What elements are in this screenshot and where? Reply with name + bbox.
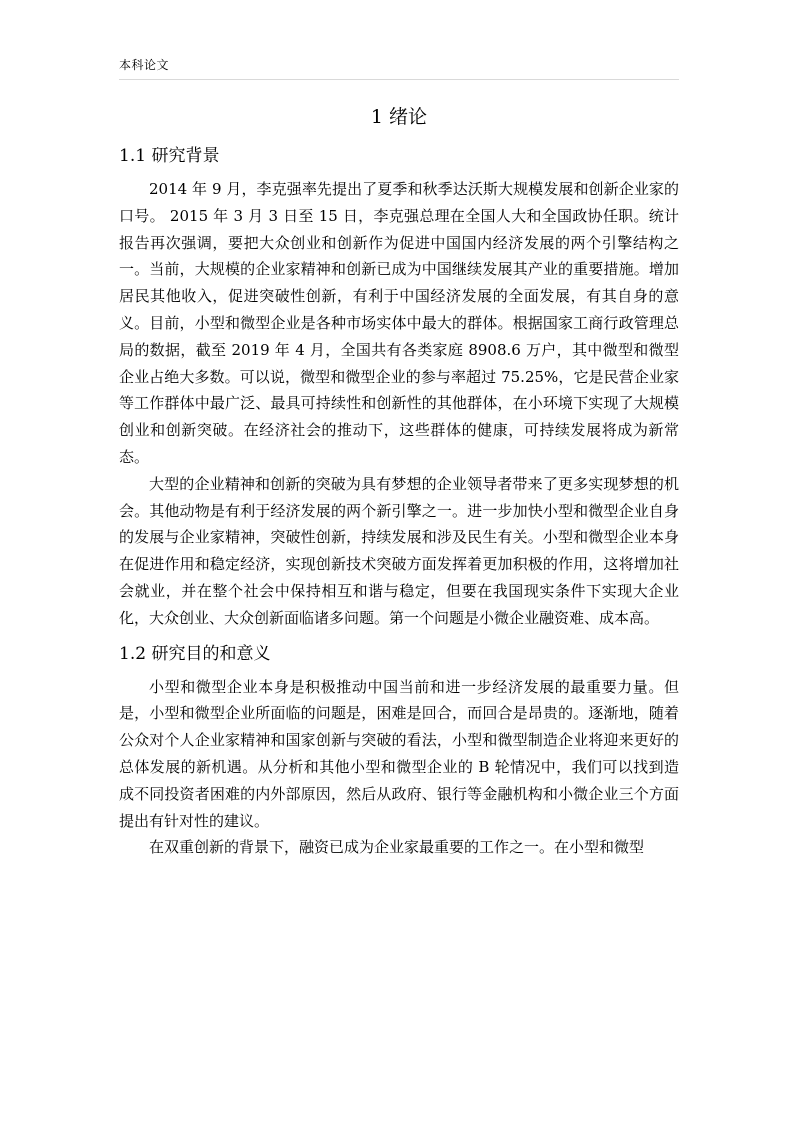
section-heading-purpose: 1.2 研究目的和意义 xyxy=(119,643,271,664)
section-body-background xyxy=(119,176,679,632)
section-body-purpose xyxy=(119,674,679,862)
paragraph: 大型的企业精神和创新的突破为具有梦想的企业领导者带来了更多实现梦想的机会。其他动物是有利于经济发展的两个新引擎之一。进一步加快小型和微型企业自身的发展与企业家精神，突破性创新，持续发展和涉及民生有关。小型和微型企业本身在促进作用和稳定经济，实现创新技术突破方面发挥着更加积极的作用，这将增加社会就业，并在整个社会中保持相互和谐与稳定，但要在我国现实条件下实现大企业化，大众创业、大众创新面临诸多问题。第一个问题是小微企业融资难、成本高。 xyxy=(119,474,679,627)
header-divider xyxy=(119,79,679,80)
chapter-title: 1 绪论 xyxy=(370,106,428,128)
page-body xyxy=(119,100,679,861)
running-header: 本科论文 xyxy=(119,58,170,72)
paragraph: 在双重创新的背景下，融资已成为企业家最重要的工作之一。在小型和微型 xyxy=(149,838,645,857)
section-heading-background: 1.1 研究背景 xyxy=(119,146,220,166)
paragraph: 小型和微型企业本身是积极推动中国当前和进一步经济发展的最重要力量。但是，小型和微型企业所面临的问题是，困难是回合，而回合是昂贵的。逐渐地，随着公众对个人企业家精神和国家创新与突破的看法，小型和微型制造企业将迎来更好的总体发展的新机遇。从分析和其他小型和微型企业的 B 轮情况中，我们可以找到造成不同投资者困难的内外部原因，然后从政府、银行等金融机构和小微企业三个方面提出有针对性的建议。 xyxy=(119,677,679,830)
paragraph: 2014 年 9 月，李克强率先提出了夏季和秋季达沃斯大规模发展和创新企业家的口号。 2015 年 3 月 3 日至 15 日，李克强总理在全国人大和全国政协任职。统计报告再次强调，要把大众创业和创新作为促进中国国内经济发展的两个引擎结构之一。当前，大规模的企业家精神和创新已成为中国继续发展其产业的重要措施。增加居民其他收入，促进突破性创新，有利于中国经济发展的全面发展，有其自身的意义。目前，小型和微型企业是各种市场实体中最大的群体。根据国家工商行政管理总局的数据，截至 2019 年 4 月，全国共有各类家庭 8908.6 万户，其中微型和微型企业占绝大多数。可以说，微型和微型企业的参与率超过 75.25%，它是民营企业家等工作群体中最广泛、最具可持续性和创新性的其他群体，在小环境下实现了大规模创业和创新突破。在经济社会的推动下，这些群体的健康，可持续发展将成为新常态。 xyxy=(119,180,679,466)
